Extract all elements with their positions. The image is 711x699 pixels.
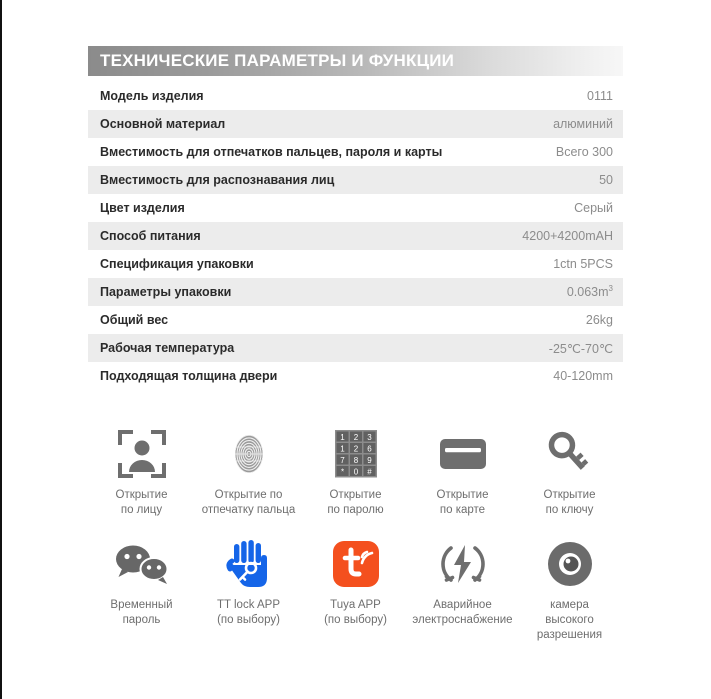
feature-item bbox=[516, 428, 623, 518]
spec-header-bar bbox=[88, 46, 623, 76]
feature-caption-line: Аварийное bbox=[433, 599, 492, 611]
feature-caption-line: Временный bbox=[110, 599, 173, 611]
spec-row-value: 0111 bbox=[587, 89, 613, 103]
feature-grid-row-2 bbox=[88, 538, 623, 643]
feature-caption bbox=[437, 488, 489, 518]
feature-caption-line: Открытие bbox=[436, 489, 489, 501]
feature-caption-line: по паролю bbox=[327, 504, 384, 516]
svg-text:#: # bbox=[366, 467, 372, 477]
feature-caption-line: высокого bbox=[545, 614, 594, 626]
feature-item bbox=[88, 538, 195, 643]
feature-caption-line: Открытие bbox=[115, 489, 168, 501]
feature-caption-line: пароль bbox=[122, 614, 161, 626]
spec-row-value: алюминий bbox=[553, 117, 613, 131]
feature-caption-line: камера bbox=[550, 599, 589, 611]
spec-row bbox=[88, 138, 623, 166]
spec-sheet bbox=[88, 46, 623, 390]
spec-row-value: 40-120mm bbox=[553, 369, 613, 383]
feature-caption bbox=[202, 488, 295, 518]
feature-caption bbox=[412, 598, 512, 628]
spec-row bbox=[88, 110, 623, 138]
hand-key-icon bbox=[226, 538, 272, 590]
spec-row-label: Вместимость для распознавания лиц bbox=[100, 173, 335, 187]
feature-caption-line: Tuya APP bbox=[330, 599, 381, 611]
feature-caption-line: (по выбору) bbox=[217, 614, 280, 626]
spec-row-label: Способ питания bbox=[100, 229, 201, 243]
feature-caption-line: TT lock APP bbox=[216, 599, 281, 611]
spec-row-value: -25℃-70℃ bbox=[548, 341, 613, 356]
power-bolt-icon bbox=[437, 538, 489, 590]
spec-row-value: Серый bbox=[574, 201, 613, 215]
spec-row bbox=[88, 194, 623, 222]
feature-item bbox=[195, 538, 302, 643]
feature-caption-line: по карте bbox=[439, 504, 486, 516]
svg-text:9: 9 bbox=[366, 456, 372, 466]
feature-caption-line: Открытие по bbox=[214, 489, 283, 501]
spec-row bbox=[88, 82, 623, 110]
svg-text:1: 1 bbox=[339, 433, 345, 443]
feature-caption bbox=[324, 598, 387, 628]
spec-row-value: 4200+4200mAH bbox=[522, 229, 613, 243]
feature-caption-line: разрешения bbox=[536, 629, 603, 641]
spec-header-title: ТЕХНИЧЕСКИЕ ПАРАМЕТРЫ И ФУНКЦИИ bbox=[100, 51, 455, 70]
feature-caption bbox=[116, 488, 168, 518]
feature-item bbox=[88, 428, 195, 518]
feature-caption bbox=[217, 598, 280, 628]
feature-caption bbox=[110, 598, 172, 628]
feature-caption-line: по ключу bbox=[545, 504, 594, 516]
spec-row-value: $0.063m^3$ bbox=[566, 284, 613, 300]
spec-row-label: Общий вес bbox=[100, 313, 169, 327]
feature-item bbox=[516, 538, 623, 643]
feature-caption-line: отпечатку пальца bbox=[201, 504, 296, 516]
feature-caption-line: электроснабжение bbox=[412, 614, 513, 626]
svg-text:7: 7 bbox=[339, 456, 345, 466]
feature-item bbox=[302, 538, 409, 643]
svg-text:1: 1 bbox=[339, 444, 345, 454]
spec-row-label: Параметры упаковки bbox=[100, 285, 232, 299]
tuya-app-icon bbox=[333, 538, 379, 590]
feature-caption bbox=[544, 488, 596, 518]
spec-row-value: 50 bbox=[599, 173, 613, 187]
svg-text:2: 2 bbox=[353, 433, 358, 443]
feature-item bbox=[195, 428, 302, 518]
feature-caption-line: Открытие bbox=[543, 489, 596, 501]
spec-row-label: Модель изделия bbox=[100, 89, 204, 103]
feature-caption bbox=[327, 488, 383, 518]
spec-row-label: Цвет изделия bbox=[100, 201, 185, 215]
svg-text:2: 2 bbox=[353, 444, 358, 454]
spec-row bbox=[88, 222, 623, 250]
spec-row-label: Подходящая толщина двери bbox=[100, 369, 278, 383]
feature-caption-line: Открытие bbox=[329, 489, 382, 501]
camera-lens-icon bbox=[547, 538, 593, 590]
svg-text:*: * bbox=[340, 467, 344, 477]
key-icon bbox=[546, 428, 594, 480]
page-left-rule bbox=[0, 0, 2, 699]
spec-row bbox=[88, 250, 623, 278]
spec-row bbox=[88, 306, 623, 334]
svg-text:8: 8 bbox=[353, 456, 358, 466]
feature-caption-line: (по выбору) bbox=[324, 614, 387, 626]
svg-text:0: 0 bbox=[353, 467, 358, 477]
svg-text:6: 6 bbox=[366, 444, 372, 454]
fingerprint-icon bbox=[228, 428, 270, 480]
spec-row-label: Вместимость для отпечатков пальцев, пароля и карты bbox=[100, 145, 443, 159]
spec-row-label: Рабочая температура bbox=[100, 341, 235, 355]
spec-row-value: 1ctn 5PCS bbox=[553, 257, 613, 271]
feature-caption-line: по лицу bbox=[120, 504, 163, 516]
wechat-bubbles-icon bbox=[113, 538, 171, 590]
feature-caption bbox=[537, 598, 602, 643]
spec-row-value: Всего 300 bbox=[555, 145, 613, 159]
feature-item bbox=[409, 428, 516, 518]
feature-item bbox=[409, 538, 516, 643]
card-icon bbox=[439, 428, 487, 480]
spec-table bbox=[88, 82, 623, 390]
spec-row bbox=[88, 362, 623, 390]
spec-row-value: 26kg bbox=[585, 313, 613, 327]
keypad-icon bbox=[335, 428, 377, 480]
spec-row bbox=[88, 334, 623, 362]
feature-item bbox=[302, 428, 409, 518]
spec-row bbox=[88, 278, 623, 306]
face-scan-icon bbox=[118, 428, 166, 480]
spec-row-label: Спецификация упаковки bbox=[100, 257, 254, 271]
spec-row bbox=[88, 166, 623, 194]
feature-grid-row-1 bbox=[88, 428, 623, 518]
svg-text:3: 3 bbox=[366, 433, 372, 443]
spec-row-label: Основной материал bbox=[100, 117, 226, 131]
